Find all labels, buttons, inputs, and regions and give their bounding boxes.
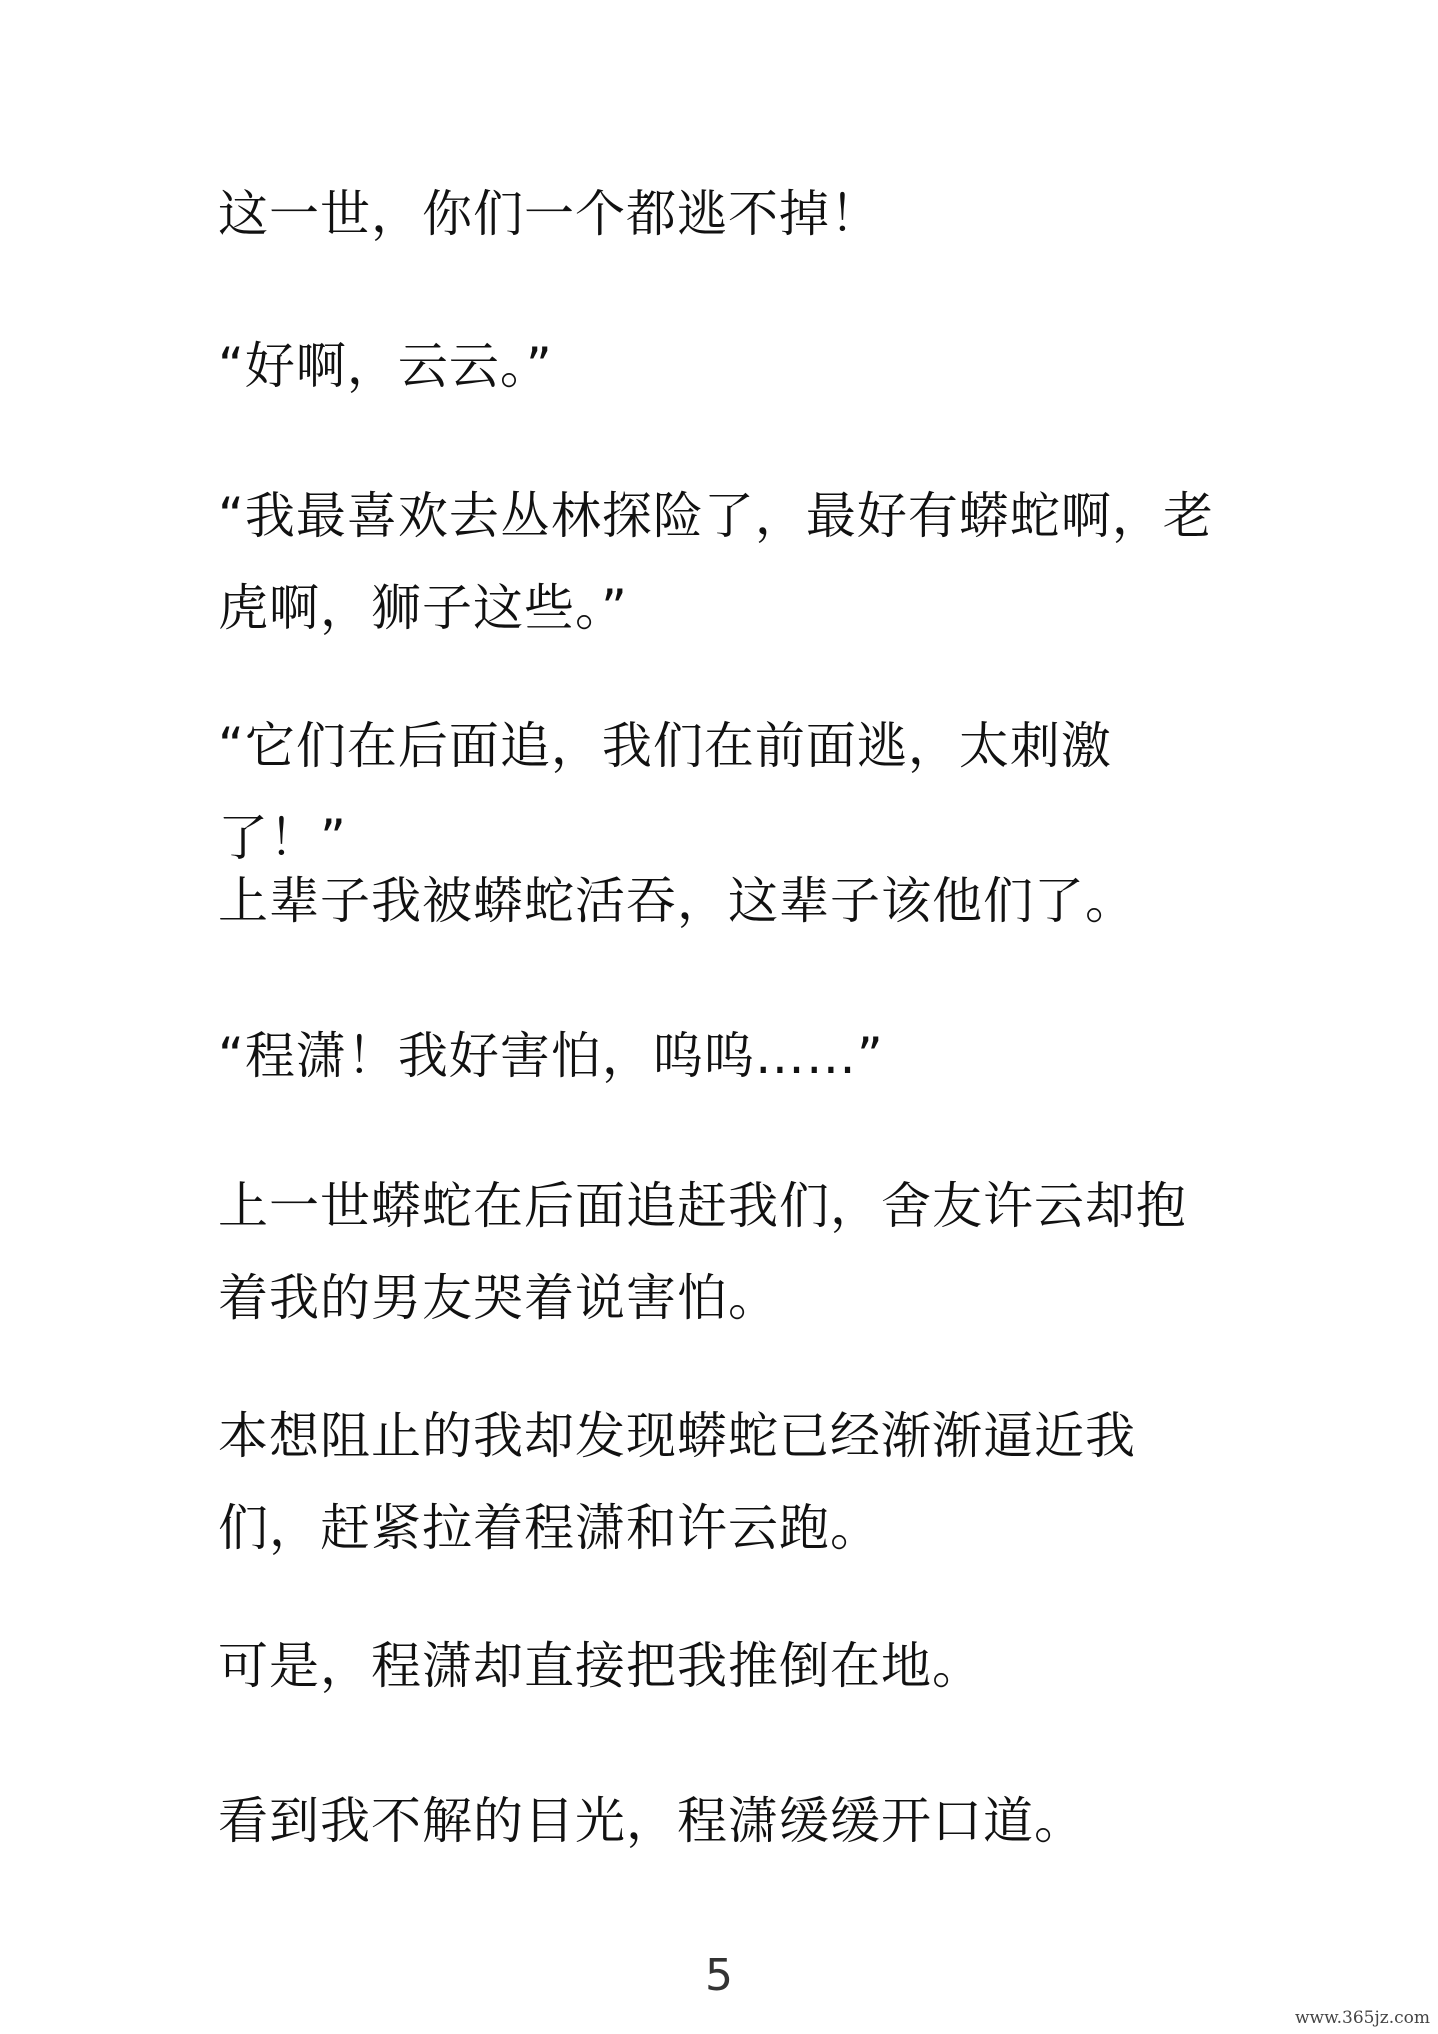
paragraph-10: 看到我不解的目光，程潇缓缓开口道。 xyxy=(218,1792,1085,1850)
paragraph-7: 上一世蟒蛇在后面追赶我们，舍友许云却抱着我的男友哭着说害怕。 xyxy=(218,1177,1187,1327)
paragraph-6: “程潇！我好害怕，呜呜……” xyxy=(218,1027,884,1085)
paragraph-5: 上辈子我被蟒蛇活吞，这辈子该他们了。 xyxy=(218,872,1136,930)
paragraph-3: “我最喜欢去丛林探险了，最好有蟒蛇啊，老虎啊，狮子这些。” xyxy=(218,487,1214,637)
paragraph-9: 可是，程潇却直接把我推倒在地。 xyxy=(218,1637,983,1695)
watermark: www.365jz.com xyxy=(1295,2008,1430,2028)
paragraph-4: “它们在后面追，我们在前面逃，太刺激了！” xyxy=(218,717,1112,867)
paragraph-1: 这一世，你们一个都逃不掉！ xyxy=(218,185,881,243)
paragraph-8: 本想阻止的我却发现蟒蛇已经渐渐逼近我们，赶紧拉着程潇和许云跑。 xyxy=(218,1407,1136,1557)
paragraph-2: “好啊，云云。” xyxy=(218,337,553,395)
page-number: 5 xyxy=(705,1950,733,2001)
